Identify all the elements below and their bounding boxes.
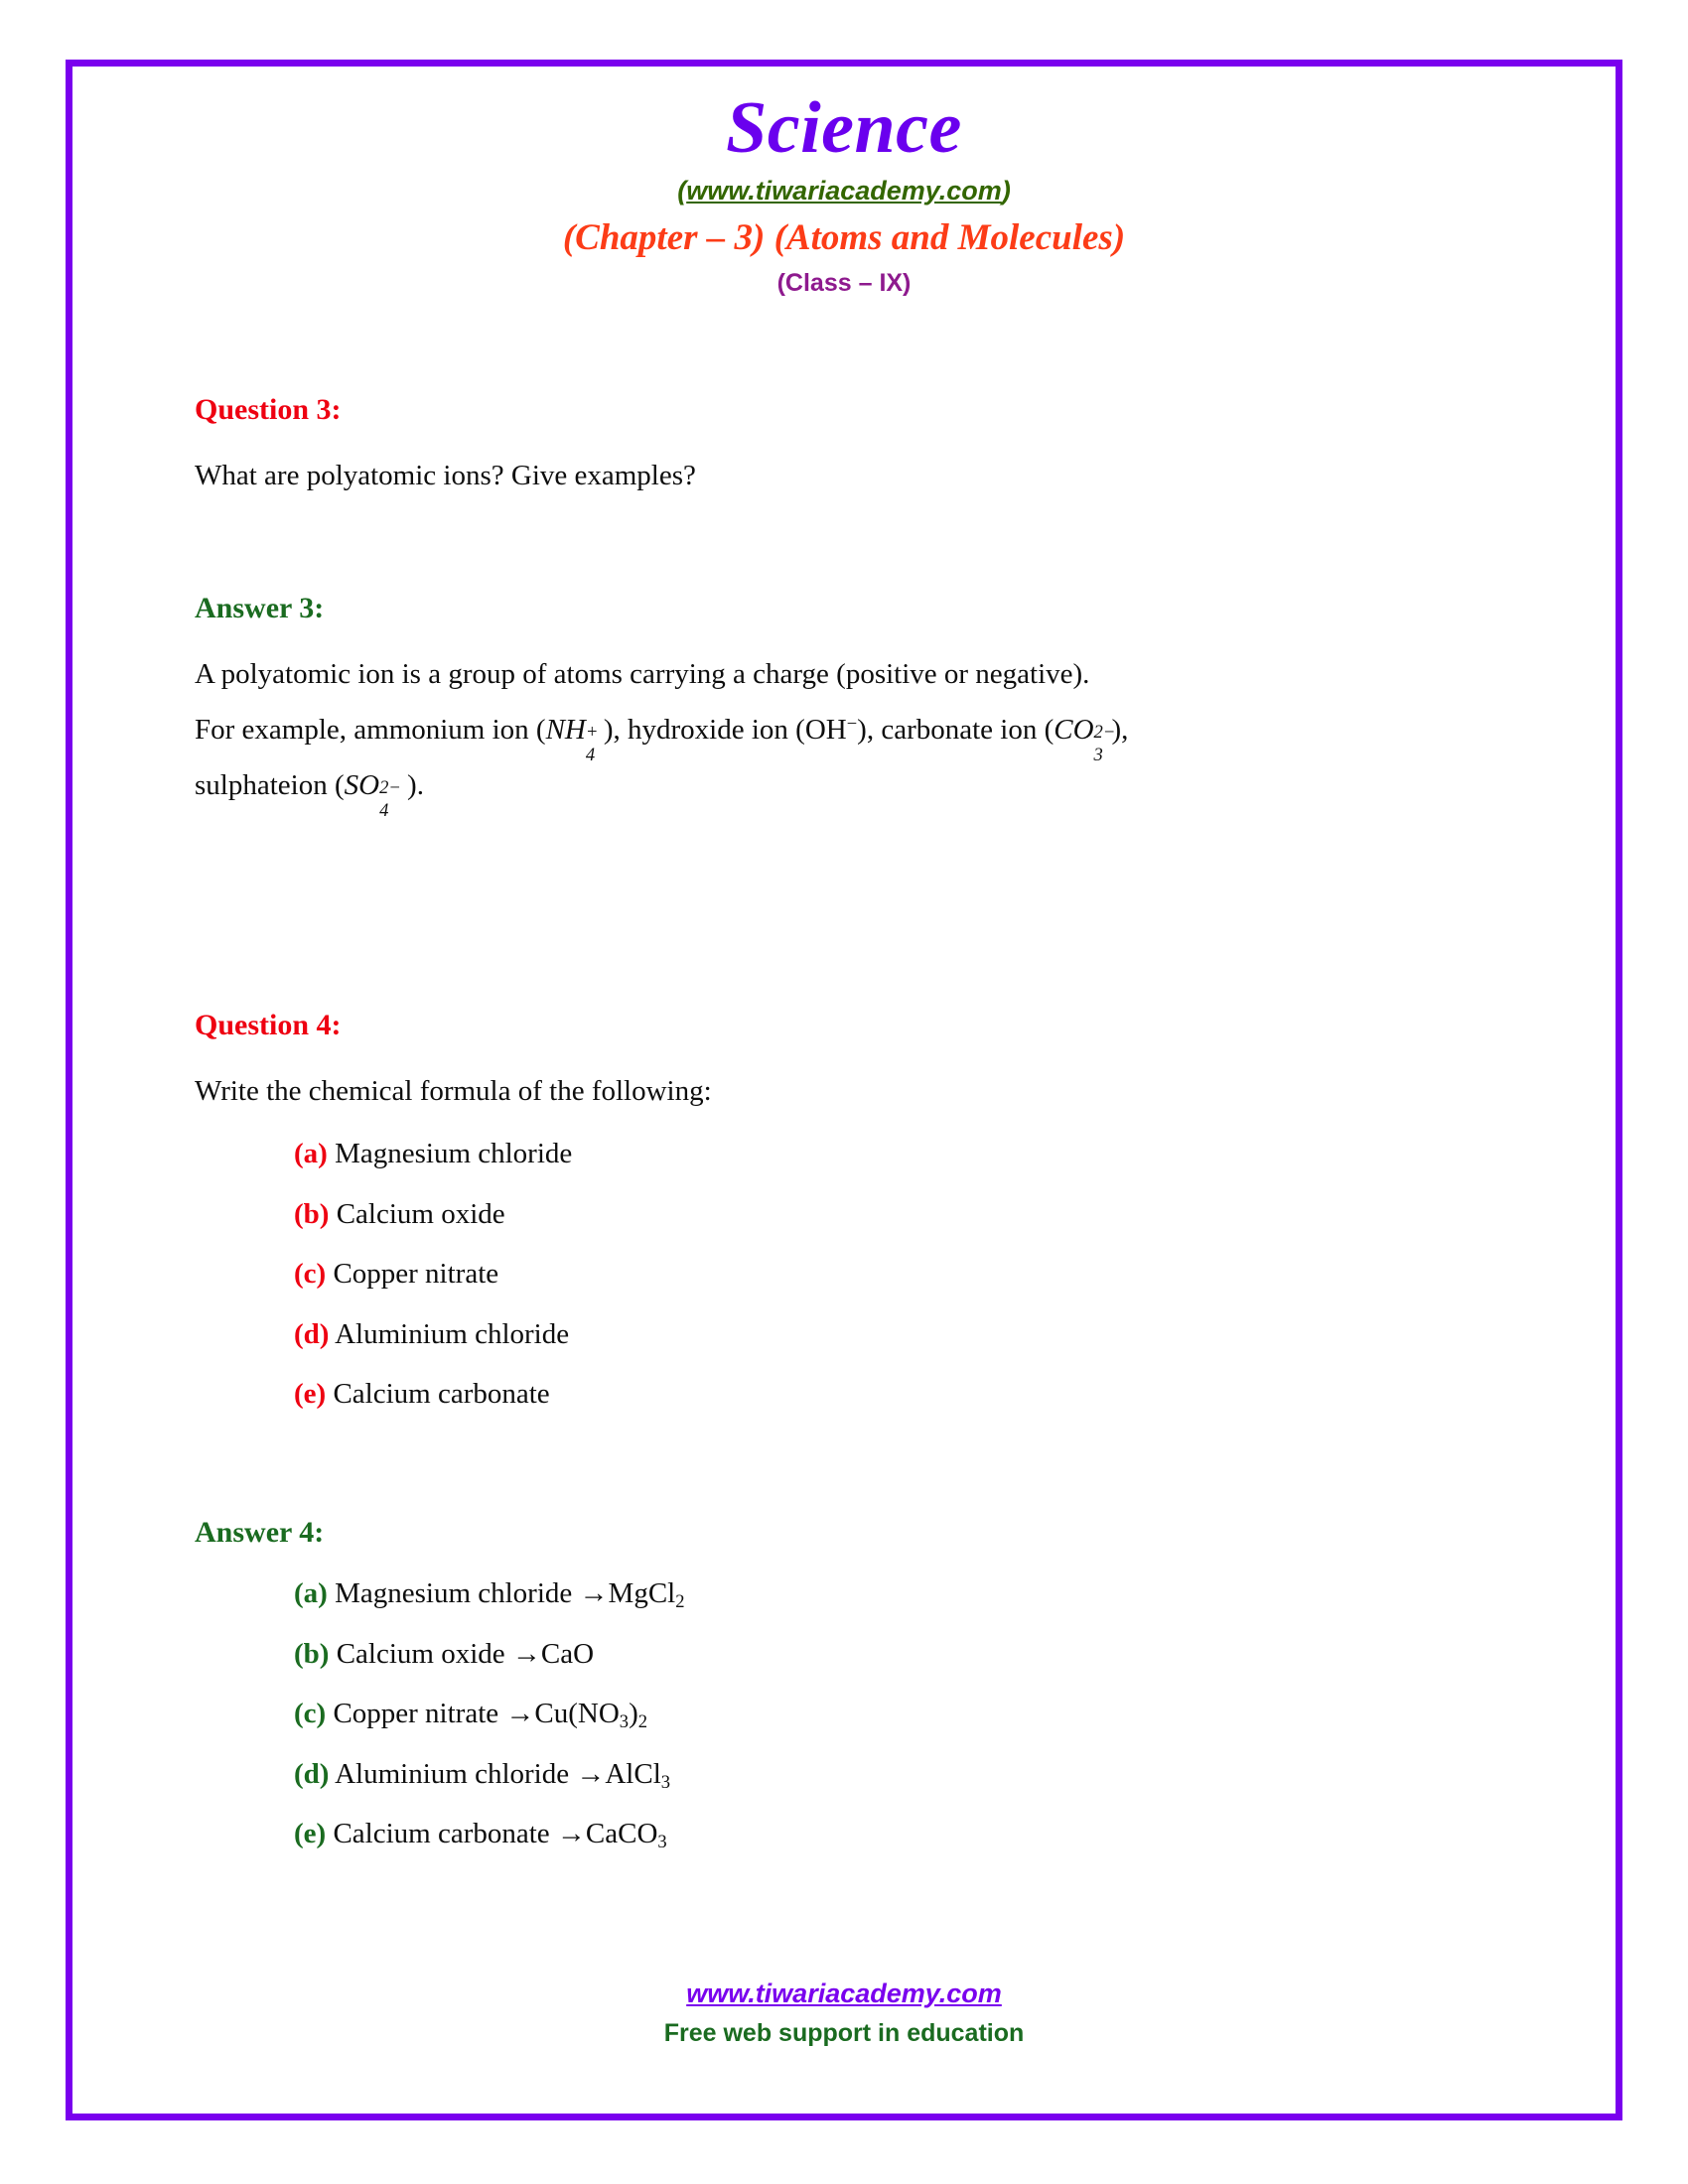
paren-close: ) [1001, 176, 1011, 205]
item-label: (d) [294, 1317, 330, 1350]
spacer-before-answer-3 [195, 496, 1531, 592]
answer-3-line-1: A polyatomic ion is a group of atoms carrying a charge (positive or negative). [195, 657, 1090, 690]
item-label: (a) [294, 1577, 328, 1610]
question-4-text: Write the chemical formula of the following: [195, 1075, 712, 1108]
answer-3-text-e: sulphateion ( [195, 769, 345, 802]
list-item [294, 1134, 1531, 1174]
footer-tagline: Free web support in education [663, 2018, 1025, 2047]
item-formula-subscript: 2 [675, 1591, 685, 1613]
spacer-q4-list [195, 1112, 1531, 1134]
spacer-a3-lines [195, 695, 1531, 709]
class-subtitle: (Class – IX) [776, 269, 912, 298]
arrow-glyph: → [579, 1577, 609, 1610]
carbonate-base: CO [1054, 713, 1094, 746]
arrow-glyph: → [511, 1637, 541, 1670]
ammonium-ion-formula [545, 713, 604, 766]
question-3-text: What are polyatomic ions? Give examples? [195, 459, 696, 491]
list-item [294, 1573, 1531, 1614]
list-item [294, 1634, 1531, 1675]
item-formula-base: CaCO [585, 1818, 658, 1850]
footer-website-link[interactable]: www.tiwariacademy.com [686, 1978, 1002, 2008]
sulphate-base: SO [344, 769, 380, 802]
answer-3-line-2 [195, 709, 1531, 766]
paren-open: ( [677, 176, 687, 205]
item-label: (c) [294, 1258, 327, 1291]
spacer-q3 [195, 427, 1531, 455]
item-label: (e) [294, 1378, 327, 1411]
document-body [66, 393, 1622, 1854]
item-label: (c) [294, 1698, 327, 1730]
header-website-link[interactable] [66, 177, 1622, 206]
item-formula-subscript: 3 [619, 1711, 630, 1733]
answer-3-text-a: For example, ammonium ion ( [195, 713, 546, 746]
list-item [294, 1754, 1531, 1795]
answer-3-text-f: ). [407, 769, 424, 802]
header-website-url[interactable]: www.tiwariacademy.com [686, 176, 1002, 205]
spacer-q4 [195, 1042, 1531, 1070]
arrow-glyph: → [556, 1818, 586, 1850]
answer-3-text-d: ), [1111, 713, 1129, 746]
list-item [294, 1194, 1531, 1235]
question-4-heading: Question 4: [195, 1009, 342, 1042]
item-formula-base: Cu(NO [534, 1698, 620, 1730]
item-formula-base: CaO [540, 1637, 595, 1670]
arrow-glyph: → [505, 1698, 535, 1730]
page-title: Science [726, 87, 962, 169]
answer-3-text-b: ), hydroxide ion (OH [603, 713, 847, 746]
list-item [294, 1314, 1531, 1355]
spacer-before-answer-4 [195, 1434, 1531, 1486]
arrow-glyph: → [576, 1757, 606, 1790]
item-label: (a) [294, 1138, 328, 1170]
answer-3-text-c: ), carbonate ion ( [857, 713, 1055, 746]
item-label: (d) [294, 1757, 330, 1790]
document-header [66, 60, 1622, 298]
item-formula-base: MgCl [608, 1577, 676, 1610]
item-formula-tail: ) [629, 1698, 638, 1730]
item-formula-outer-subscript: 2 [637, 1711, 648, 1733]
spacer-a3 [195, 625, 1531, 653]
answer-4-list [195, 1573, 1531, 1854]
item-text: Calcium oxide [336, 1197, 505, 1230]
ammonium-superscript: + [585, 722, 599, 744]
sulphate-ion-formula [344, 769, 401, 822]
page-content [66, 60, 1622, 2120]
item-text: Copper nitrate [333, 1258, 499, 1291]
spacer-before-question-4-b [195, 937, 1531, 1009]
sulphate-superscript: 2− [379, 777, 401, 799]
carbonate-superscript: 2− [1093, 722, 1116, 744]
question-4-list [195, 1134, 1531, 1415]
item-text: Calcium carbonate [333, 1378, 550, 1411]
item-label: (b) [294, 1637, 330, 1670]
item-name: Copper nitrate [333, 1698, 499, 1730]
spacer-a4-list [195, 1550, 1531, 1573]
spacer-before-question-4 [195, 806, 1531, 937]
document-footer [66, 1978, 1622, 2049]
item-name: Calcium carbonate [333, 1818, 550, 1850]
carbonate-subscript: 3 [1093, 745, 1103, 766]
list-item [294, 1694, 1531, 1734]
answer-4-heading: Answer 4: [195, 1516, 325, 1550]
list-item [294, 1374, 1531, 1415]
item-name: Aluminium chloride [335, 1757, 570, 1790]
ammonium-base: NH [545, 713, 586, 746]
item-name: Calcium oxide [336, 1637, 505, 1670]
answer-3-line-3 [195, 764, 1531, 822]
answer-3-heading: Answer 3: [195, 591, 325, 624]
list-item [294, 1254, 1531, 1295]
spacer-a3-lines-2 [195, 751, 1531, 764]
item-name: Magnesium chloride [335, 1577, 573, 1610]
item-formula-subscript: 3 [660, 1772, 671, 1794]
carbonate-ion-formula [1054, 713, 1116, 766]
item-formula-subscript: 3 [657, 1832, 667, 1853]
spacer-after-header [66, 298, 1622, 393]
list-item [294, 1814, 1531, 1854]
item-label: (b) [294, 1197, 330, 1230]
item-text: Magnesium chloride [335, 1138, 573, 1170]
item-formula-base: AlCl [605, 1757, 661, 1790]
chapter-subtitle: (Chapter – 3) (Atoms and Molecules) [562, 216, 1126, 258]
spacer-before-answer-4-b [195, 1486, 1531, 1516]
hydroxide-superscript: − [846, 713, 858, 735]
question-3-heading: Question 3: [195, 392, 342, 426]
item-text: Aluminium chloride [335, 1317, 570, 1350]
ammonium-subscript: 4 [585, 745, 596, 766]
sulphate-subscript: 4 [379, 800, 389, 822]
item-label: (e) [294, 1818, 327, 1850]
